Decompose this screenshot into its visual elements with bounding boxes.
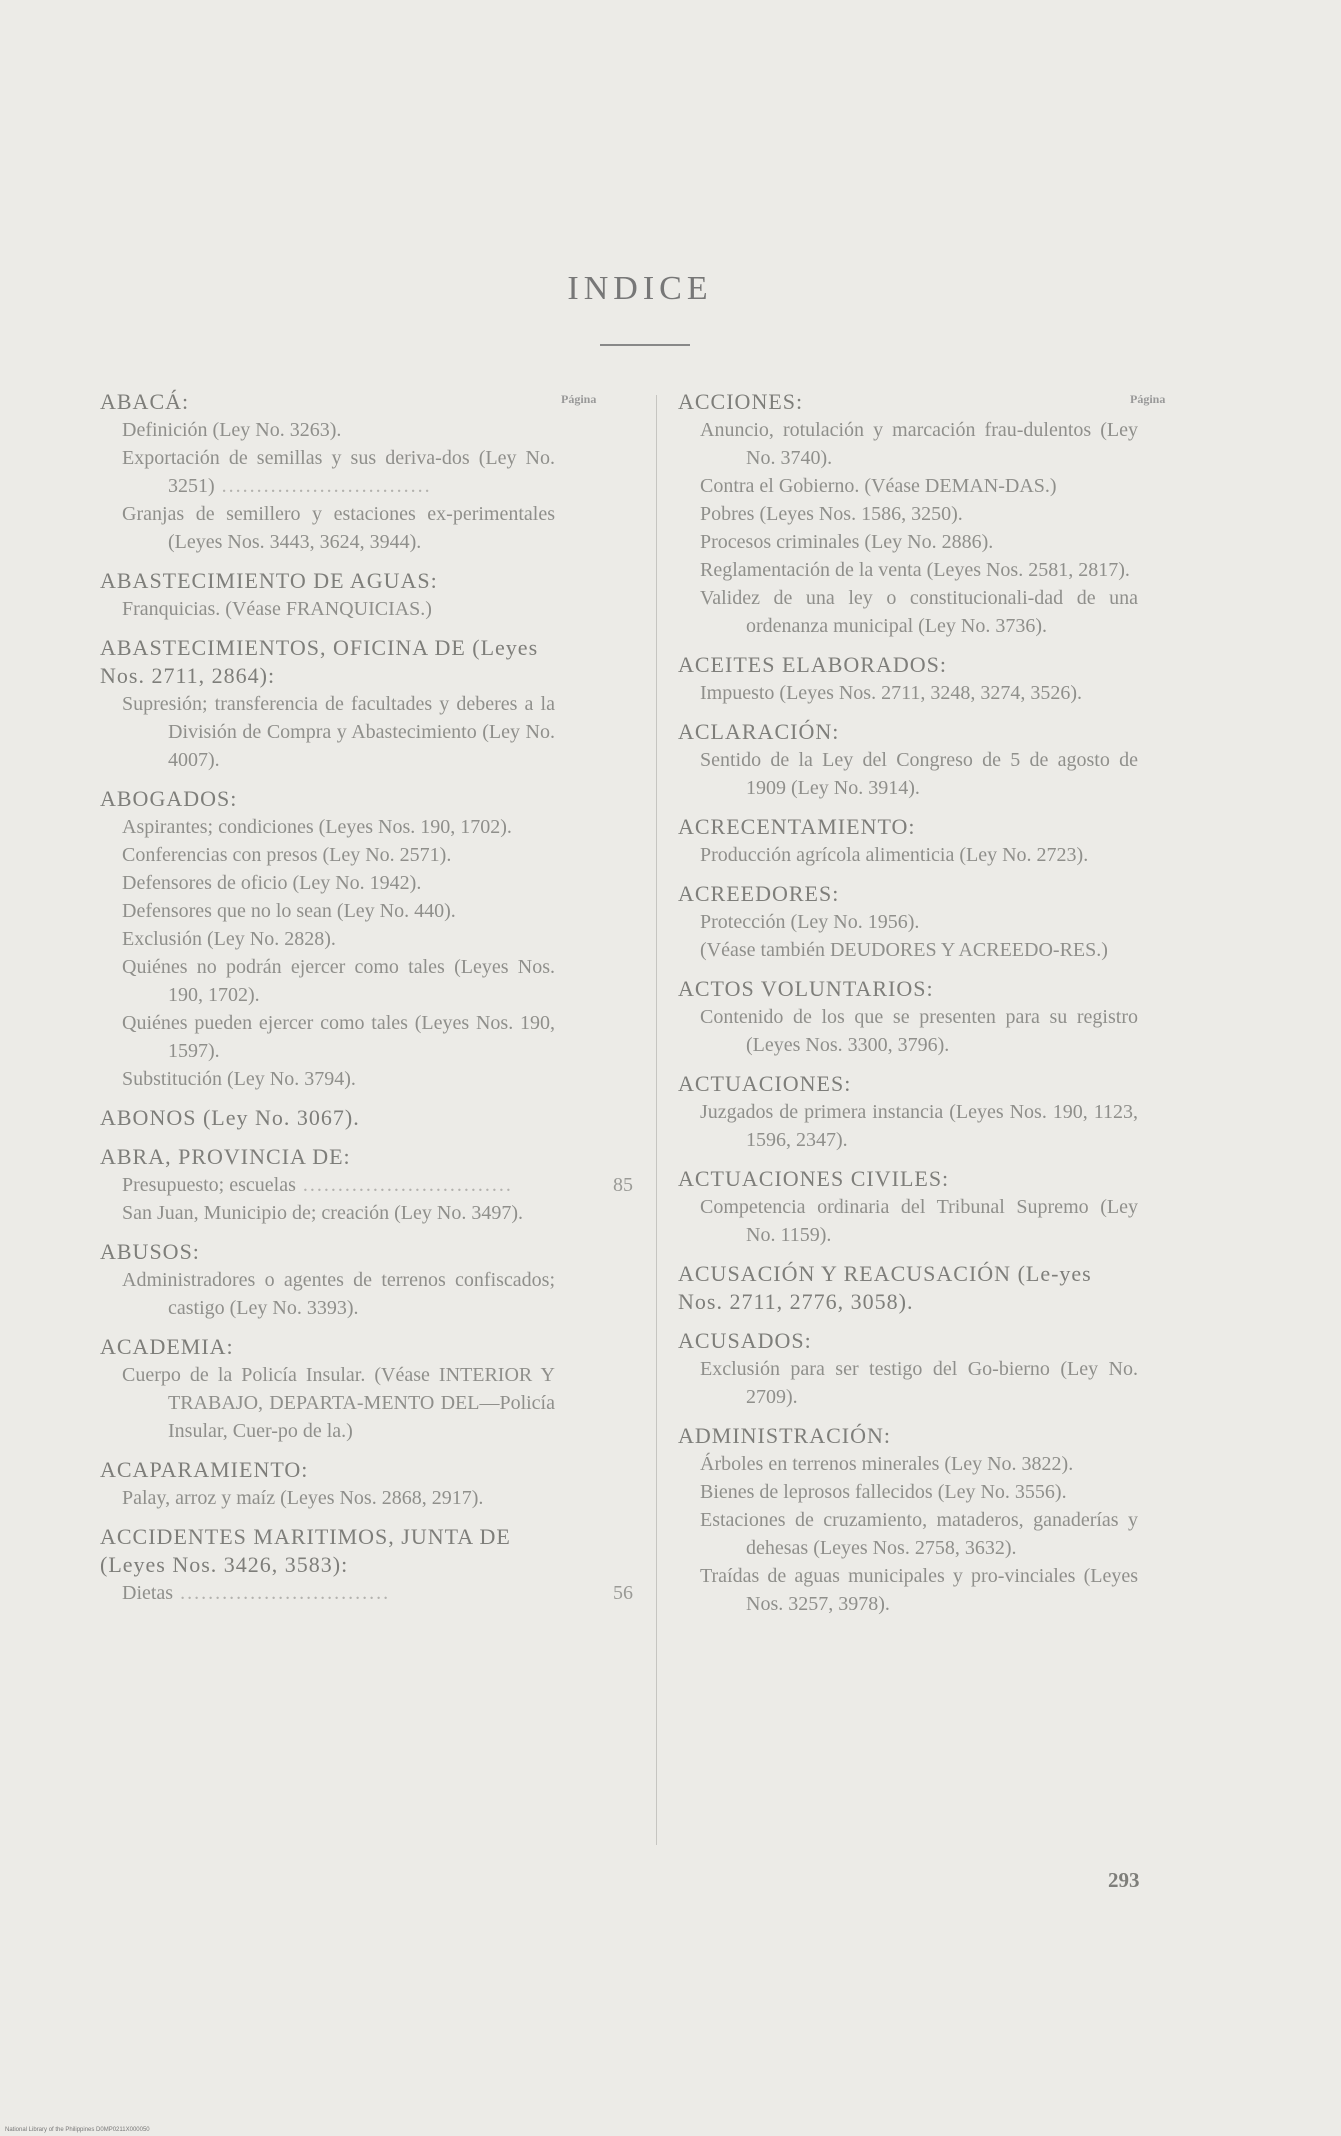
subentry-text: Protección (Ley No. 1956). bbox=[700, 911, 920, 933]
page-reference: 56 bbox=[613, 1582, 633, 1604]
index-entry bbox=[678, 880, 1138, 964]
index-subentry bbox=[678, 528, 1138, 556]
index-subentry bbox=[678, 1506, 1138, 1562]
index-entry bbox=[678, 975, 1138, 1059]
index-subentry bbox=[100, 1361, 555, 1445]
subentry-text: Quiénes no podrán ejercer como tales (Leyes Nos. 190, 1702). bbox=[122, 956, 555, 1006]
subentry-text: Contra el Gobierno. (Véase DEMAN-DAS.) bbox=[700, 475, 1057, 497]
subentry-text: Contenido de los que se presenten para su registro (Leyes Nos. 3300, 3796). bbox=[700, 1006, 1138, 1056]
index-subentry bbox=[100, 813, 555, 841]
subentry-text: Competencia ordinaria del Tribunal Supremo (Ley No. 1159). bbox=[700, 1196, 1138, 1246]
index-entry bbox=[100, 1143, 633, 1227]
index-subentry bbox=[678, 556, 1138, 584]
index-heading: ACCIDENTES MARITIMOS, JUNTA DE (Leyes Nos. 3426, 3583): bbox=[100, 1524, 511, 1577]
subentry-text: Supresión; transferencia de facultades y deberes a la División de Compra y Abastecimiento (Ley No. 4007). bbox=[122, 693, 555, 771]
index-subentry bbox=[100, 897, 555, 925]
subentry-text: Estaciones de cruzamiento, mataderos, ganaderías y dehesas (Leyes Nos. 2758, 3632). bbox=[700, 1509, 1138, 1559]
index-entry bbox=[678, 651, 1138, 707]
index-subentry bbox=[100, 841, 555, 869]
index-subentry bbox=[100, 953, 555, 1009]
index-entry bbox=[100, 785, 555, 1093]
column-divider bbox=[656, 395, 657, 1845]
index-subentry bbox=[678, 936, 1138, 964]
index-subentry bbox=[100, 1065, 555, 1093]
index-heading: ABRA, PROVINCIA DE: bbox=[100, 1144, 351, 1169]
subentry-text: Reglamentación de la venta (Leyes Nos. 2581, 2817). bbox=[700, 559, 1130, 581]
index-subentry bbox=[678, 584, 1138, 640]
index-heading: ABUSOS: bbox=[100, 1239, 200, 1264]
index-subentry bbox=[678, 908, 1138, 936]
index-entry bbox=[100, 1104, 555, 1132]
index-heading: ABOGADOS: bbox=[100, 786, 238, 811]
subentry-text: Árboles en terrenos minerales (Ley No. 3822). bbox=[700, 1453, 1074, 1475]
subentry-text: Procesos criminales (Ley No. 2886). bbox=[700, 531, 994, 553]
index-subentry bbox=[678, 746, 1138, 802]
subentry-text: Granjas de semillero y estaciones ex-perimentales (Leyes Nos. 3443, 3624, 3944). bbox=[122, 503, 555, 553]
page-title: INDICE bbox=[567, 270, 713, 307]
subentry-text: Dietas bbox=[122, 1582, 174, 1604]
subentry-text: Conferencias con presos (Ley No. 2571). bbox=[122, 844, 452, 866]
index-subentry bbox=[678, 1562, 1138, 1618]
page-reference: 85 bbox=[613, 1174, 633, 1196]
index-subentry bbox=[100, 1579, 633, 1607]
index-entry bbox=[678, 1260, 1138, 1316]
index-heading: ACAPARAMIENTO: bbox=[100, 1457, 309, 1482]
index-subentry bbox=[100, 690, 555, 774]
index-heading: ACREEDORES: bbox=[678, 881, 840, 906]
subentry-text: Pobres (Leyes Nos. 1586, 3250). bbox=[700, 503, 963, 525]
index-subentry bbox=[100, 416, 555, 444]
index-subentry bbox=[100, 1199, 555, 1227]
index-entry bbox=[100, 1456, 555, 1512]
index-heading: ACUSADOS: bbox=[678, 1328, 812, 1353]
index-subentry bbox=[100, 500, 555, 556]
subentry-text: Anuncio, rotulación y marcación frau-dulentos (Ley No. 3740). bbox=[700, 419, 1138, 469]
index-heading: ACCIONES: bbox=[678, 389, 804, 414]
index-heading: ACTUACIONES CIVILES: bbox=[678, 1166, 950, 1191]
subentry-text: Definición (Ley No. 3263). bbox=[122, 419, 342, 441]
index-entry bbox=[678, 1070, 1138, 1154]
subentry-text: San Juan, Municipio de; creación (Ley No. 3497). bbox=[122, 1202, 524, 1224]
index-entry bbox=[678, 1165, 1138, 1249]
index-subentry bbox=[100, 925, 555, 953]
index-subentry bbox=[100, 1009, 555, 1065]
subentry-text: Quiénes pueden ejercer como tales (Leyes Nos. 190, 1597). bbox=[122, 1012, 555, 1062]
index-subentry bbox=[678, 500, 1138, 528]
leader-dots: .............................. bbox=[295, 1174, 513, 1196]
subentry-text: Franquicias. (Véase FRANQUICIAS.) bbox=[122, 598, 432, 620]
subentry-text: Exclusión para ser testigo del Go-bierno (Ley No. 2709). bbox=[700, 1358, 1138, 1408]
index-heading: ACLARACIÓN: bbox=[678, 719, 840, 744]
index-heading: ADMINISTRACIÓN: bbox=[678, 1423, 891, 1448]
index-subentry bbox=[678, 1478, 1138, 1506]
subentry-text: Palay, arroz y maíz (Leyes Nos. 2868, 2917). bbox=[122, 1487, 484, 1509]
index-column-right bbox=[678, 388, 1138, 1629]
subentry-text: Sentido de la Ley del Congreso de 5 de agosto de 1909 (Ley No. 3914). bbox=[700, 749, 1138, 799]
index-subentry bbox=[678, 1450, 1138, 1478]
index-entry bbox=[100, 1523, 633, 1607]
index-entry bbox=[678, 1327, 1138, 1411]
index-heading: ABONOS (Ley No. 3067). bbox=[100, 1105, 360, 1130]
subentry-text: (Véase también DEUDORES Y ACREEDO-RES.) bbox=[700, 939, 1108, 961]
index-heading: ACADEMIA: bbox=[100, 1334, 234, 1359]
leader-dots: .............................. bbox=[214, 475, 432, 497]
leader-dots: .............................. bbox=[173, 1582, 391, 1604]
index-entry bbox=[678, 813, 1138, 869]
page-label-left: Página bbox=[561, 392, 597, 406]
title-rule bbox=[600, 344, 690, 346]
index-entry bbox=[100, 1333, 555, 1445]
subentry-text: Exclusión (Ley No. 2828). bbox=[122, 928, 336, 950]
index-entry bbox=[100, 1238, 555, 1322]
index-subentry bbox=[100, 1266, 555, 1322]
subentry-text: Substitución (Ley No. 3794). bbox=[122, 1068, 356, 1090]
index-subentry bbox=[100, 869, 555, 897]
index-entry bbox=[678, 718, 1138, 802]
footer-credit: National Library of the Philippines D0MP0211X000050 bbox=[5, 2127, 150, 2133]
index-subentry bbox=[100, 1171, 633, 1199]
index-subentry bbox=[678, 1098, 1138, 1154]
subentry-text: Traídas de aguas municipales y pro-vinciales (Leyes Nos. 3257, 3978). bbox=[700, 1565, 1138, 1615]
page-label-right: Página bbox=[1130, 392, 1166, 406]
subentry-text: Aspirantes; condiciones (Leyes Nos. 190, 1702). bbox=[122, 816, 512, 838]
subentry-text: Cuerpo de la Policía Insular. (Véase INTERIOR Y TRABAJO, DEPARTA-MENTO DEL—Policía Insular, Cuer-po de la.) bbox=[122, 1364, 555, 1442]
index-subentry bbox=[100, 595, 555, 623]
index-entry bbox=[678, 388, 1138, 640]
subentry-text: Defensores que no lo sean (Ley No. 440). bbox=[122, 900, 456, 922]
index-subentry bbox=[678, 472, 1138, 500]
index-subentry bbox=[678, 1355, 1138, 1411]
index-subentry bbox=[100, 444, 555, 500]
index-heading: ACTUACIONES: bbox=[678, 1071, 852, 1096]
subentry-text: Administradores o agentes de terrenos confiscados; castigo (Ley No. 3393). bbox=[122, 1269, 555, 1319]
subentry-text: Validez de una ley o constitucionali-dad de una ordenanza municipal (Ley No. 3736). bbox=[700, 587, 1138, 637]
index-heading: ABASTECIMIENTOS, OFICINA DE (Leyes Nos. 2711, 2864): bbox=[100, 635, 539, 688]
index-subentry bbox=[678, 841, 1138, 869]
page-number: 293 bbox=[1108, 1868, 1140, 1892]
index-entry bbox=[100, 388, 555, 556]
subentry-text: Juzgados de primera instancia (Leyes Nos. 190, 1123, 1596, 2347). bbox=[700, 1101, 1138, 1151]
index-heading: ACRECENTAMIENTO: bbox=[678, 814, 916, 839]
index-entry bbox=[100, 634, 555, 774]
index-entry bbox=[100, 567, 555, 623]
index-heading: ACUSACIÓN Y REACUSACIÓN (Le-yes Nos. 2711, 2776, 3058). bbox=[678, 1261, 1092, 1314]
index-subentry bbox=[678, 1193, 1138, 1249]
subentry-text: Impuesto (Leyes Nos. 2711, 3248, 3274, 3526). bbox=[700, 682, 1082, 704]
index-subentry bbox=[100, 1484, 555, 1512]
index-heading: ACTOS VOLUNTARIOS: bbox=[678, 976, 934, 1001]
index-heading: ABASTECIMIENTO DE AGUAS: bbox=[100, 568, 438, 593]
index-subentry bbox=[678, 1003, 1138, 1059]
subentry-text: Exportación de semillas y sus deriva-dos (Ley No. 3251) bbox=[122, 447, 555, 497]
index-heading: ABACÁ: bbox=[100, 389, 190, 414]
index-entry bbox=[678, 1422, 1138, 1618]
subentry-text: Bienes de leprosos fallecidos (Ley No. 3556). bbox=[700, 1481, 1067, 1503]
index-subentry bbox=[678, 679, 1138, 707]
subentry-text: Producción agrícola alimenticia (Ley No. 2723). bbox=[700, 844, 1089, 866]
subentry-text: Presupuesto; escuelas bbox=[122, 1174, 296, 1196]
subentry-text: Defensores de oficio (Ley No. 1942). bbox=[122, 872, 422, 894]
index-subentry bbox=[678, 416, 1138, 472]
index-heading: ACEITES ELABORADOS: bbox=[678, 652, 947, 677]
